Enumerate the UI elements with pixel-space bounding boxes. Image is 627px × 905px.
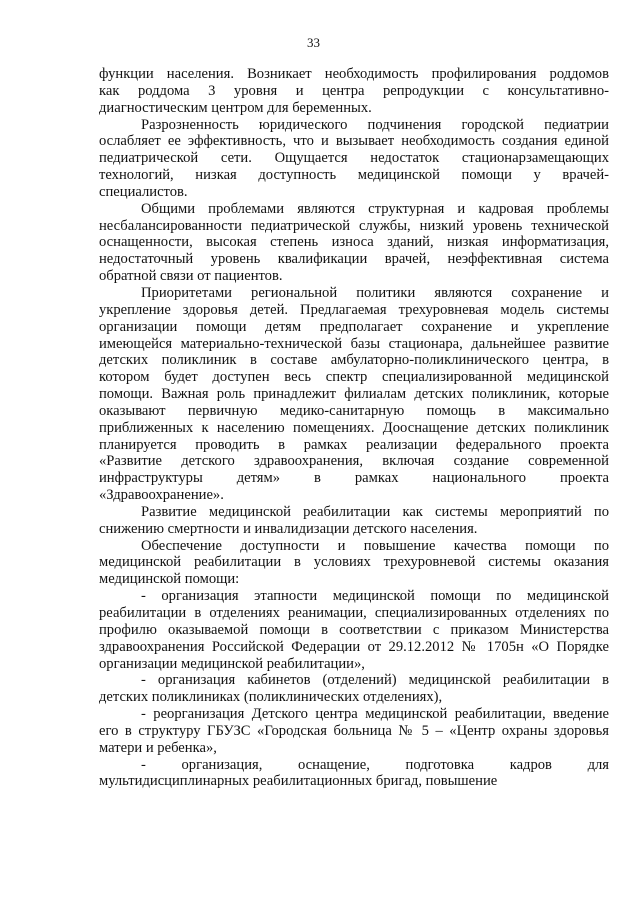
text-line: ослабляет ее эффективность, что и вызывает необходимость создания единой [99,133,609,150]
text-line: оснащенности, высокая степень износа зданий, низкая информатизация, [99,234,609,251]
paragraph [99,66,609,117]
paragraph [99,538,609,589]
text-line: технологий, низкая доступность медицинской помощи у врачей- [99,167,609,184]
text-line: приближенных к населению помещениях. Дооснащение детских поликлиник [99,419,609,436]
text-line: организации медицинской реабилитации», [99,655,365,672]
text-line: детских поликлиниках (поликлинических отделениях), [99,689,443,706]
text-line: организации помощи детям предполагает сохранение и укрепление [99,318,609,335]
text-line: обратной связи от пациентов. [99,268,283,285]
text-line: оказывают первичную медико-санитарную помощь в максимально [99,402,609,419]
text-line: его в структуру ГБУЗС «Городская больница № 5 – «Центр охраны здоровья [99,722,609,739]
text-line: «Здравоохранение». [99,487,224,504]
text-line: - реорганизация Детского центра медицинской реабилитации, введение [141,706,609,723]
text-line: Общими проблемами являются структурная и кадровая проблемы [141,200,609,217]
text-line: имеющейся материально-технической базы стационара, дальнейшее развитие [99,335,609,352]
page-number: 33 [307,35,320,50]
text-line: реабилитации в отделениях реанимации, специализированных отделениях по [99,605,609,621]
text-line: детских поликлиник в составе амбулаторно-поликлинического центра, в [99,352,609,369]
text-line: инфраструктуры детям» в рамках национального проекта [99,470,609,487]
text-line: Разрозненность юридического подчинения городской педиатрии [141,116,609,133]
text-line: матери и ребенка», [99,739,217,756]
text-line: мультидисциплинарных реабилитационных бригад, повышение [99,773,498,790]
text-line: педиатрической сети. Ощущается недостаток стационарзамещающих [99,150,609,167]
text-line: профилю оказываемой помощи в соответствии с приказом Министерства [99,621,609,638]
text-line: - организация кабинетов (отделений) медицинской реабилитации в [141,672,609,689]
text-line: медицинской помощи: [99,571,240,588]
text-line: укрепление здоровья детей. Предлагаемая трехуровневая модель системы [99,301,609,318]
paragraph [99,706,609,757]
text-line: котором будет доступен весь спектр специализированной медицинской [99,369,609,386]
text-line: медицинской реабилитации в условиях трехуровневой системы оказания [99,554,609,571]
paragraph [99,201,609,285]
paragraph [99,588,609,672]
paragraph [99,117,609,201]
text-line: как роддома 3 уровня и центра репродукции с консультативно- [99,82,609,99]
text-line: - организация этапности медицинской помощи по медицинской [141,588,609,605]
text-line: Развитие медицинской реабилитации как системы мероприятий по [141,503,609,520]
text-line: «Развитие детского здравоохранения, включая создание современной [99,453,609,470]
text-line: специалистов. [99,183,188,200]
text-line: недостаточный уровень квалификации врачей, неэффективная система [99,251,609,268]
text-line: Обеспечение доступности и повышение качества помощи по [141,537,609,554]
text-line: снижению смертности и инвалидизации детского населения. [99,520,478,537]
text-line: функции населения. Возникает необходимость профилирования роддомов [99,66,609,82]
paragraph [99,672,609,706]
text-line: - организация, оснащение, подготовка кадров для [141,756,609,773]
text-line: планируется проводить в рамках реализации федерального проекта [99,436,609,453]
text-line: несбалансированности педиатрической службы, низкий уровень технической [99,217,609,234]
text-line: Приоритетами региональной политики являются сохранение и [141,284,609,301]
paragraph [99,757,609,791]
paragraph [99,285,609,504]
text-line: здравоохранения Российской Федерации от 29.12.2012 № 1705н «О Порядке [99,638,609,655]
text-line: диагностическим центром для беременных. [99,99,372,116]
paragraph [99,504,609,538]
text-line: помощи. Важная роль принадлежит филиалам детских поликлиник, которые [99,386,609,403]
body-text [99,66,609,790]
